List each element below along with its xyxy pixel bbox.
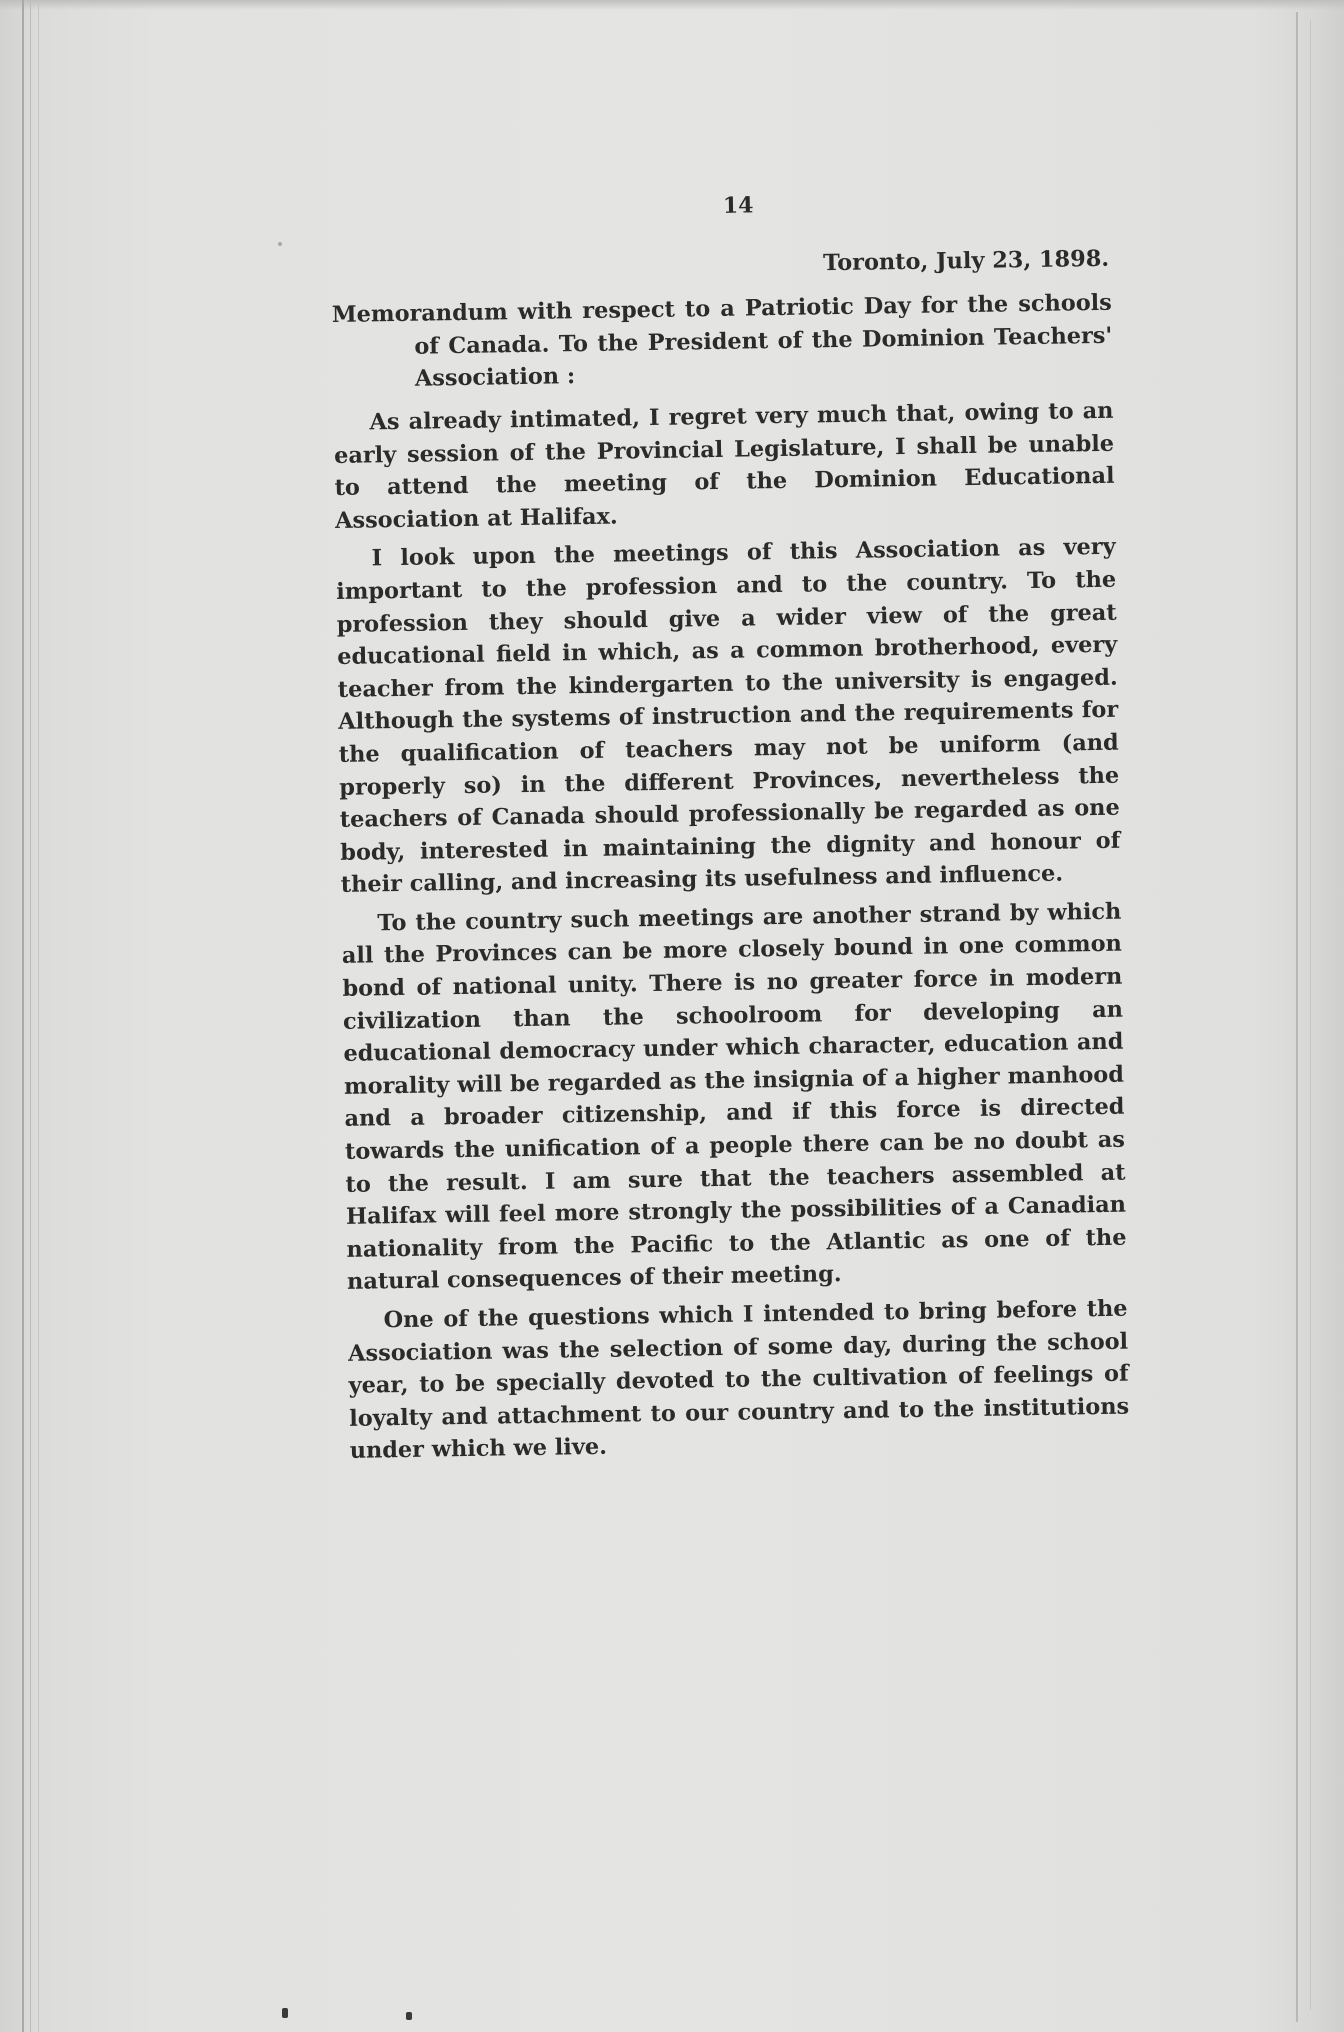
paragraph: To the country such meetings are another strand by which all the Provinces can be more closely bound in one common bond of national unity. There is no greater force in modern civilization than the schoolroom for developing an educational democracy under which character, education and morality will be regarded as the insignia of a higher manhood and a broader citizenship, and if this force is directed towards the unification of a people there can be no doubt as to the result. I am sure that the teachers assembled at Halifax will feel more strongly the possibilities of a Canadian nationality from the Pacific to the Atlantic as one of the natural consequences of their meeting.	[341, 898, 1127, 1296]
scan-speck	[406, 2012, 412, 2020]
date-line: Toronto, July 23, 1898.	[822, 245, 1110, 276]
scan-speck	[278, 242, 282, 246]
page-edge-line	[1296, 12, 1298, 2022]
paragraph: As already intimated, I regret very much that, owing to an early session of the Provincial Legislature, I shall be unable to attend the meeting of the Dominion Educational Association at Halifax.	[333, 397, 1115, 534]
scan-speck	[282, 2008, 288, 2018]
document-body	[330, 184, 1130, 1474]
scan-top-shadow	[0, 0, 1344, 10]
binding-edge-line	[38, 0, 39, 2032]
binding-edge-line	[22, 0, 24, 2032]
memorandum-heading: Memorandum with respect to a Patriotic Day for the schools of Canada. To the President of the Dominion Teachers' Association :	[331, 289, 1113, 393]
page-number: 14	[722, 192, 754, 219]
paragraph: One of the questions which I intended to bring before the Association was the selection of some day, during the school year, to be specially devoted to the cultivation of feelings of loyalty and attachment to our country and to the institutions under which we live.	[347, 1295, 1130, 1465]
page-edge-line	[1310, 20, 1311, 2010]
binding-edge-line	[30, 0, 31, 2032]
paragraph: I look upon the meetings of this Association as very important to the profession and to the country. To the profession they should give a wider view of the great educational field in which, as a common brotherhood, every teacher from the kindergarten to the university is engaged. Although the systems of instruction and the requirements for the qualification of teachers may not be uniform (and properly so) in the different Provinces, nevertheless the teachers of Canada should professionally be regarded as one body, interested in maintaining the dignity and honour of their calling, and increasing its usefulness and influence.	[336, 534, 1121, 899]
